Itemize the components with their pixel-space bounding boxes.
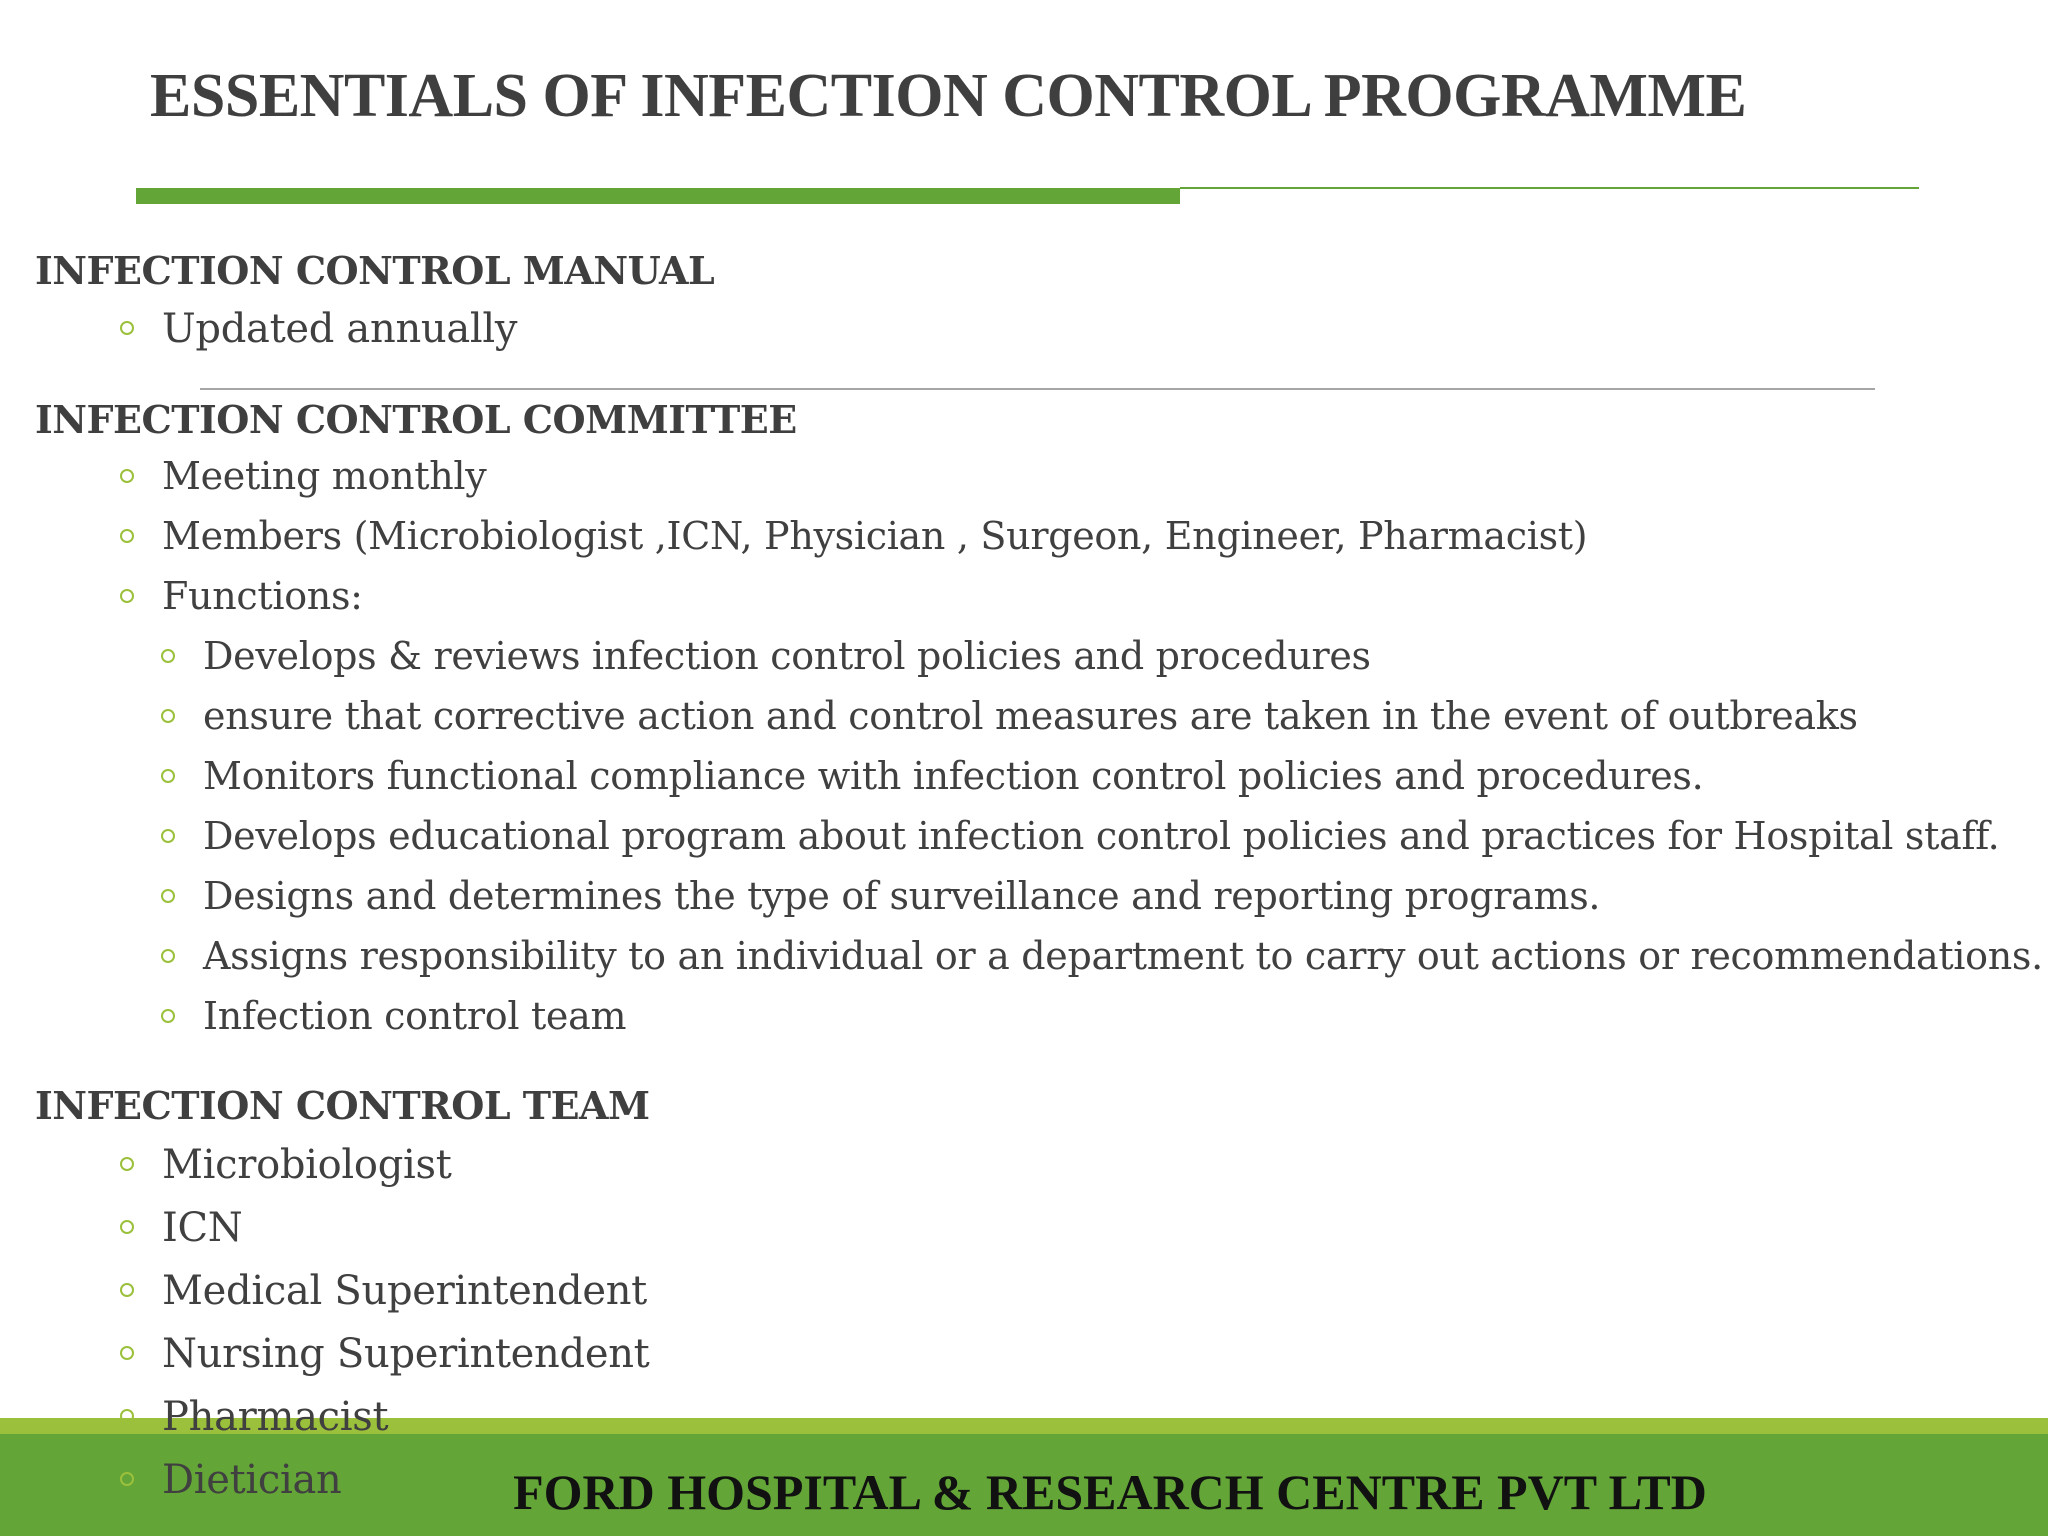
- title-underline-thick: [136, 188, 1180, 204]
- list-item: Dietician: [120, 1456, 342, 1504]
- bullet-icon: [120, 469, 134, 483]
- bullet-icon: [120, 1220, 134, 1234]
- sub-list-item: ensure that corrective action and control measures are taken in the event of outbreaks: [161, 692, 1858, 740]
- bullet-icon: [120, 529, 134, 543]
- list-item: Nursing Superintendent: [120, 1330, 649, 1378]
- bullet-icon: [161, 649, 175, 663]
- bullet-icon: [120, 1346, 134, 1360]
- section-divider: [200, 388, 1875, 390]
- bullet-icon: [120, 1157, 134, 1171]
- sub-list-item: Develops educational program about infection control policies and practices for Hospital staff.: [161, 812, 1999, 860]
- bullet-icon: [120, 1472, 134, 1486]
- bullet-icon: [120, 1283, 134, 1297]
- list-item: Meeting monthly: [120, 452, 486, 500]
- section-heading-committee: INFECTION CONTROL COMMITTEE: [35, 397, 797, 442]
- list-item: Medical Superintendent: [120, 1267, 647, 1315]
- title-underline-thin: [1180, 187, 1919, 189]
- bullet-icon: [161, 829, 175, 843]
- list-item: Pharmacist: [120, 1393, 388, 1441]
- list-item: Updated annually: [120, 305, 517, 353]
- sub-list-item: Develops & reviews infection control policies and procedures: [161, 632, 1371, 680]
- list-item: ICN: [120, 1204, 243, 1252]
- section-heading-team: INFECTION CONTROL TEAM: [35, 1083, 650, 1128]
- sub-list-item: Monitors functional compliance with infection control policies and procedures.: [161, 752, 1703, 800]
- sub-list-item: Designs and determines the type of surveillance and reporting programs.: [161, 872, 1600, 920]
- bullet-icon: [120, 321, 134, 335]
- sub-list-item: Infection control team: [161, 992, 626, 1040]
- bullet-icon: [161, 889, 175, 903]
- bullet-icon: [161, 709, 175, 723]
- bullet-icon: [120, 589, 134, 603]
- section-heading-manual: INFECTION CONTROL MANUAL: [35, 248, 715, 293]
- list-item: Functions:: [120, 572, 363, 620]
- list-item: Microbiologist: [120, 1141, 452, 1189]
- bullet-icon: [161, 769, 175, 783]
- list-item: Members (Microbiologist ,ICN, Physician , Surgeon, Engineer, Pharmacist): [120, 512, 1587, 560]
- bullet-icon: [161, 1009, 175, 1023]
- footer-organization-name: FORD HOSPITAL & RESEARCH CENTRE PVT LTD: [513, 1464, 1707, 1520]
- bullet-icon: [161, 949, 175, 963]
- slide-title: ESSENTIALS OF INFECTION CONTROL PROGRAMME: [150, 62, 1747, 130]
- bullet-icon: [120, 1409, 134, 1423]
- sub-list-item: Assigns responsibility to an individual or a department to carry out actions or recommendations.: [161, 932, 2043, 980]
